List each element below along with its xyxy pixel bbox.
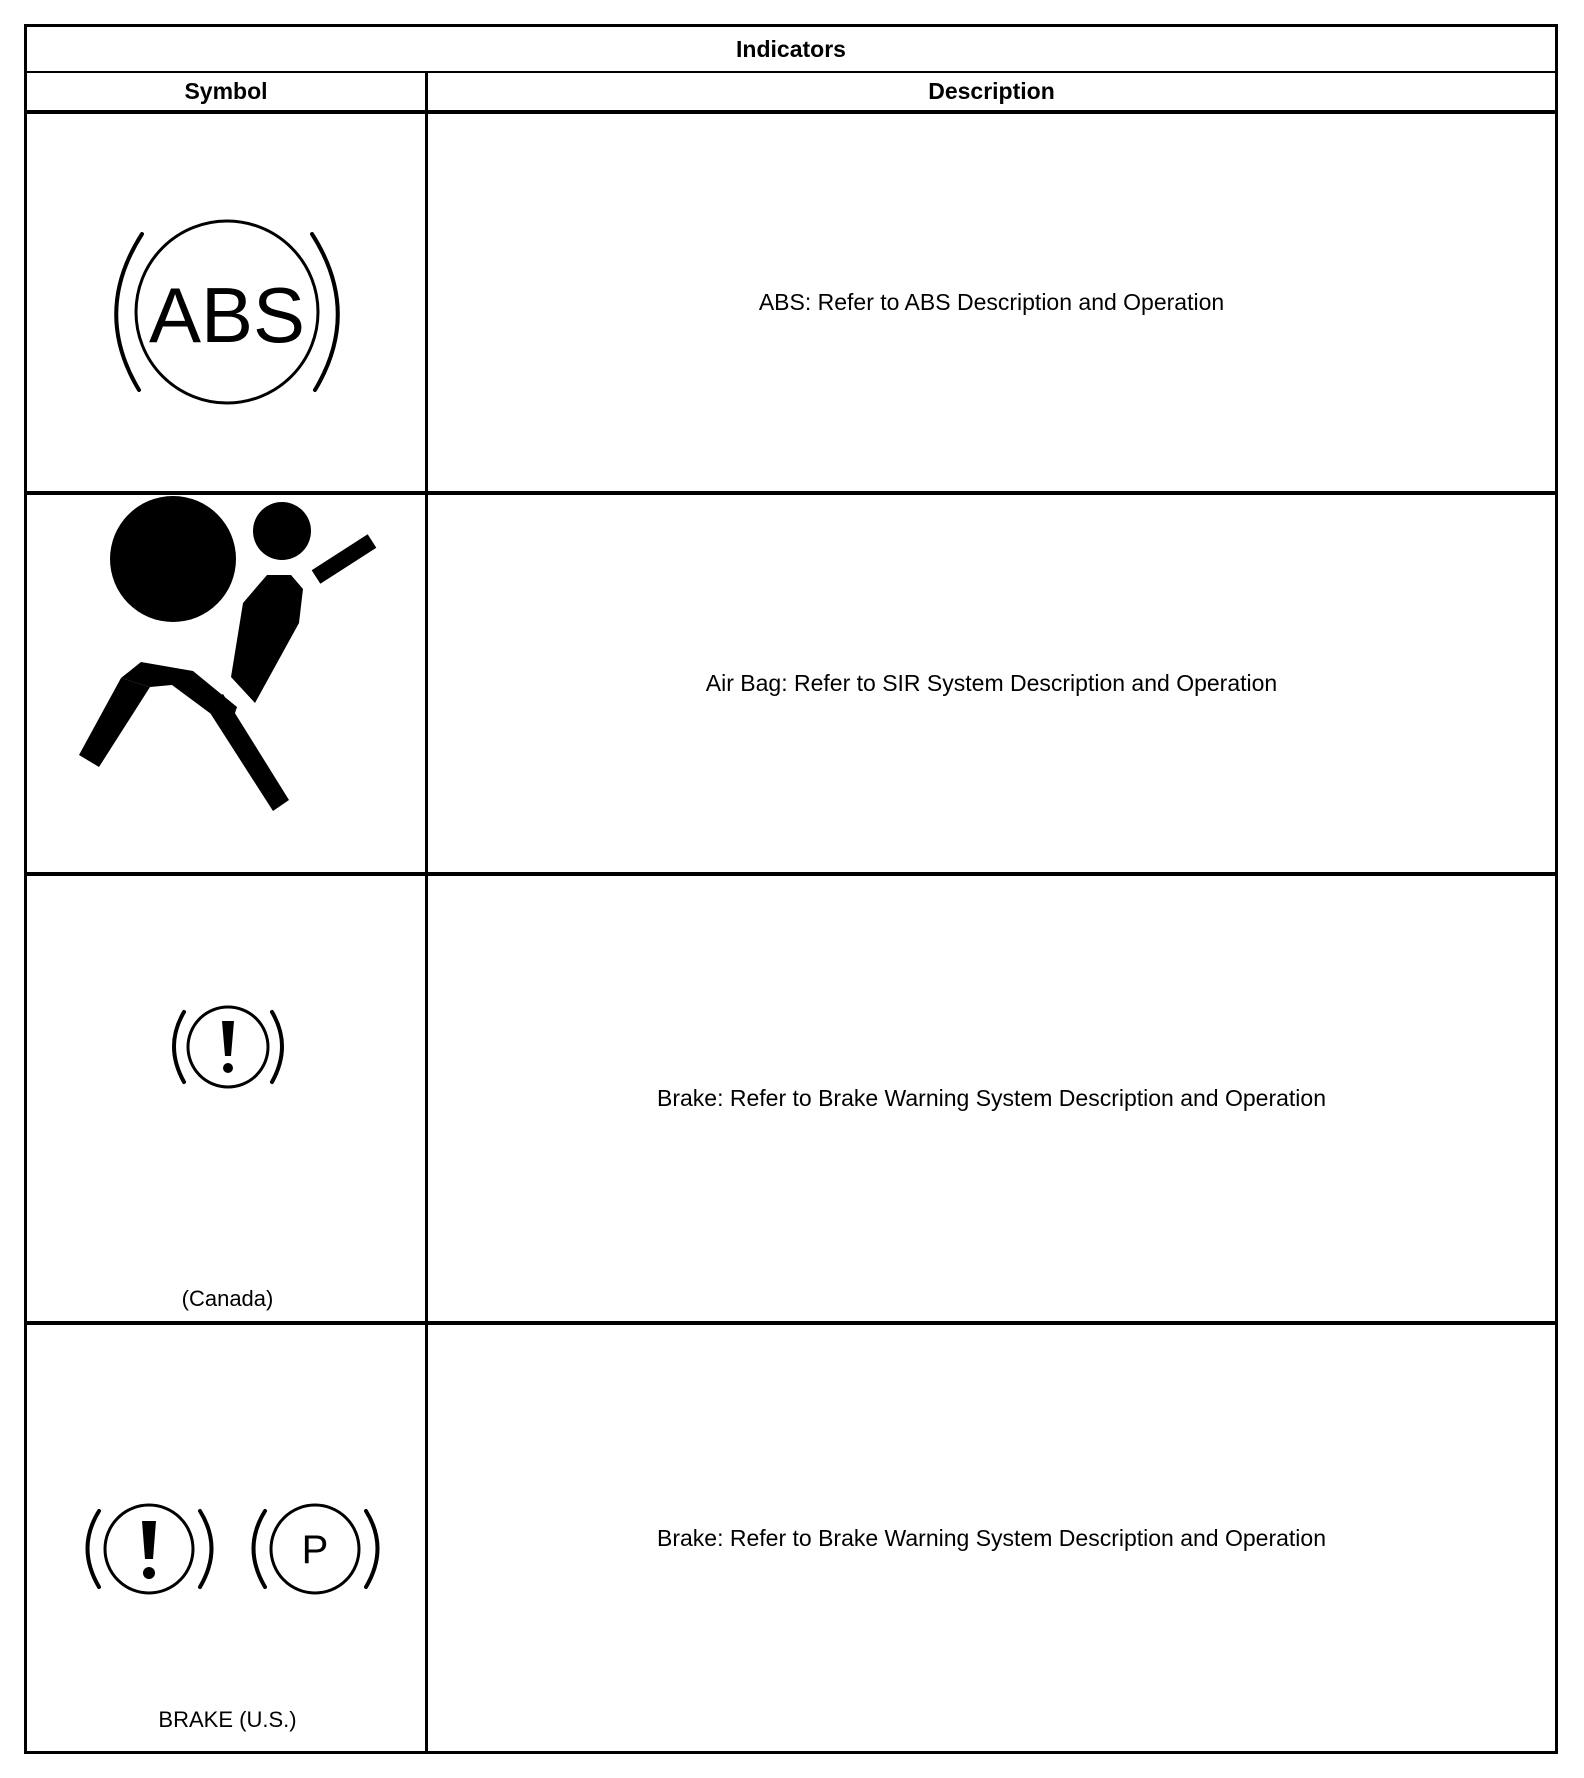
description-cell: Brake: Refer to Brake Warning System Description and Operation bbox=[657, 1085, 1326, 1111]
abs-icon-text: ABS bbox=[148, 271, 306, 359]
park-letter: P bbox=[301, 1528, 329, 1572]
indicators-table bbox=[24, 24, 1558, 1754]
description-cell: Brake: Refer to Brake Warning System Description and Operation bbox=[657, 1524, 1326, 1551]
symbol-cell bbox=[27, 114, 428, 491]
table-title: Indicators bbox=[27, 27, 1555, 73]
table-row bbox=[27, 1325, 1555, 1751]
symbol-column-header: Symbol bbox=[27, 73, 428, 110]
symbol-cell bbox=[27, 876, 428, 1321]
brake-warning-icon bbox=[88, 1505, 212, 1593]
symbol-caption: BRAKE (U.S.) bbox=[158, 1707, 297, 1732]
air-bag-icon bbox=[27, 495, 428, 872]
table-row bbox=[27, 876, 1555, 1325]
description-cell: ABS: Refer to ABS Description and Operation bbox=[758, 289, 1225, 315]
abs-warning-icon bbox=[27, 114, 428, 491]
table-row bbox=[27, 114, 1555, 495]
brake-warning-icon bbox=[27, 876, 428, 1321]
symbol-cell bbox=[27, 1325, 428, 1751]
symbol-caption: (Canada) bbox=[181, 1286, 274, 1311]
brake-and-park-icons bbox=[27, 1325, 428, 1751]
table-header-row bbox=[27, 73, 1555, 114]
description-column-header: Description bbox=[928, 78, 1055, 104]
symbol-cell bbox=[27, 495, 428, 872]
table-row bbox=[27, 495, 1555, 876]
description-cell: Air Bag: Refer to SIR System Description and Operation bbox=[705, 670, 1278, 696]
parking-brake-icon bbox=[254, 1505, 378, 1593]
